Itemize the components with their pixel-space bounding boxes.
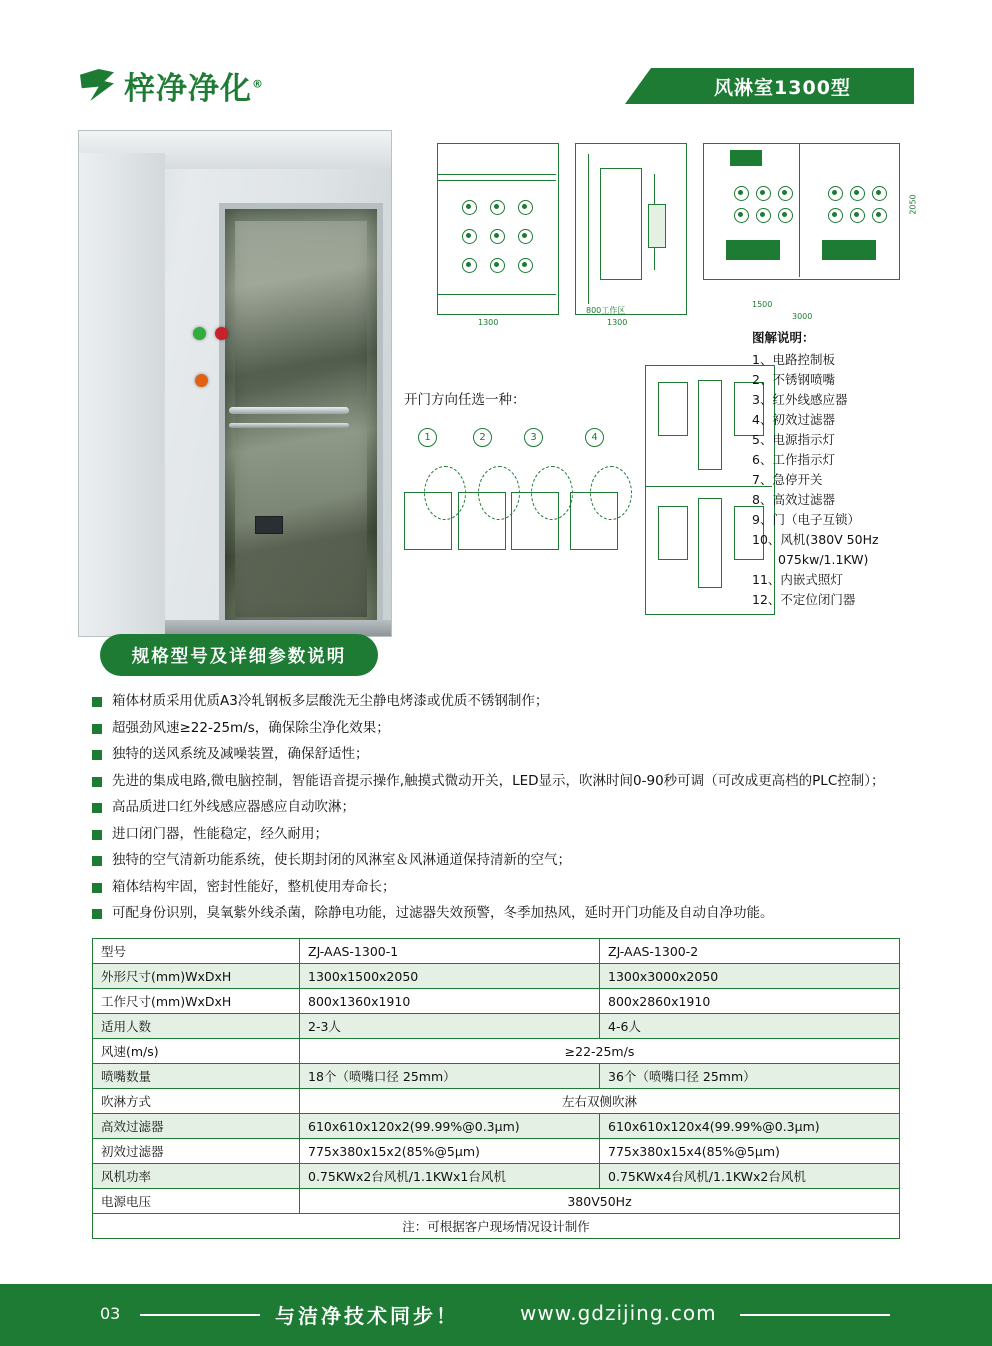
- feature-item: [92, 745, 922, 765]
- feature-text: 高品质进口红外线感应器感应自动吹淋；: [112, 799, 355, 815]
- logo-mark-icon: [78, 65, 118, 105]
- row-label: 初效过滤器: [93, 1139, 300, 1164]
- section-title-pill: [100, 634, 378, 676]
- bullet-square-icon: [92, 856, 102, 866]
- row-col2: 775x380x15x4(85%@5μm): [600, 1139, 900, 1164]
- stainless-door: [219, 203, 383, 635]
- page-number: 03: [100, 1304, 121, 1323]
- bullet-square-icon: [92, 830, 102, 840]
- product-title-label: 风淋室1300型: [714, 76, 851, 99]
- table-row: [93, 1039, 900, 1064]
- cabinet-left-panel: [79, 153, 165, 636]
- drawing-front-view: [437, 143, 559, 315]
- row-col2: ZJ-AAS-1300-2: [600, 939, 900, 964]
- row-label: 外形尺寸(mm)WxDxH: [93, 964, 300, 989]
- page-footer: [0, 1284, 992, 1346]
- row-col2: 800x2860x1910: [600, 989, 900, 1014]
- row-label: 适用人数: [93, 1014, 300, 1039]
- door-direction-label: 开门方向任选一种：: [404, 392, 526, 408]
- legend-item-1: 1、电路控制板: [752, 352, 835, 367]
- feature-item: [92, 851, 922, 871]
- door-option-1-number: 1: [418, 428, 437, 447]
- table-row: [93, 939, 900, 964]
- table-note: 注：可根据客户现场情况设计制作: [93, 1214, 900, 1239]
- feature-item: [92, 772, 922, 792]
- legend-item-4: 4、初效过滤器: [752, 412, 835, 427]
- row-label: 工作尺寸(mm)WxDxH: [93, 989, 300, 1014]
- specification-table: [92, 938, 900, 1239]
- table-row: [93, 1139, 900, 1164]
- emergency-stop-button: [195, 374, 208, 387]
- product-photo: [78, 130, 392, 637]
- row-merged: ≥22-25m/s: [300, 1039, 900, 1064]
- work-indicator-lamp: [215, 327, 228, 340]
- row-col1: 0.75KWx2台风机/1.1KWx1台风机: [300, 1164, 600, 1189]
- row-merged: 左右双侧吹淋: [300, 1089, 900, 1114]
- logo-text: [124, 63, 264, 108]
- row-label: 风机功率: [93, 1164, 300, 1189]
- feature-text: 可配身份识别，臭氧紫外线杀菌，除静电功能，过滤器失效预警，冬季加热风，延时开门功能及自动自净功能。: [112, 905, 774, 921]
- feature-item: [92, 825, 922, 845]
- table-row: [93, 1164, 900, 1189]
- row-col2: 610x610x120x4(99.99%@0.3μm): [600, 1114, 900, 1139]
- row-label: 喷嘴数量: [93, 1064, 300, 1089]
- row-col2: 0.75KWx4台风机/1.1KWx2台风机: [600, 1164, 900, 1189]
- table-row: [93, 989, 900, 1014]
- legend-item-7: 7、急停开关: [752, 472, 823, 487]
- legend-item-6: 6、工作指示灯: [752, 452, 835, 467]
- dim-width-3000: 3000: [792, 312, 813, 321]
- bullet-square-icon: [92, 803, 102, 813]
- table-row: [93, 1189, 900, 1214]
- row-col2: 4-6人: [600, 1014, 900, 1039]
- dim-width-1300: 1300: [478, 318, 499, 327]
- row-col1: 2-3人: [300, 1014, 600, 1039]
- table-row: [93, 1114, 900, 1139]
- bullet-square-icon: [92, 909, 102, 919]
- feature-item: [92, 904, 922, 924]
- table-note-row: [93, 1214, 900, 1239]
- row-col2: 36个（喷嘴口径 25mm）: [600, 1064, 900, 1089]
- legend-item-12: 12、不定位闭门器: [752, 592, 856, 607]
- row-label: 吹淋方式: [93, 1089, 300, 1114]
- feature-item: [92, 692, 922, 712]
- footer-slogan: 与洁净技术同步！: [275, 1304, 459, 1328]
- row-col1: 800x1360x1910: [300, 989, 600, 1014]
- feature-text: 进口闭门器，性能稳定，经久耐用；: [112, 825, 328, 842]
- feature-item: [92, 798, 922, 818]
- legend-item-11: 11、内嵌式照灯: [752, 572, 843, 587]
- row-label: 电源电压: [93, 1189, 300, 1214]
- door-handle-lower: [229, 423, 349, 428]
- legend-item-8: 8、高效过滤器: [752, 492, 835, 507]
- row-col1: 18个（喷嘴口径 25mm）: [300, 1064, 600, 1089]
- row-col1: 1300x1500x2050: [300, 964, 600, 989]
- bullet-square-icon: [92, 697, 102, 707]
- product-title-badge: [651, 68, 914, 104]
- power-indicator-lamp: [193, 327, 206, 340]
- legend-item-9: 9、门（电子互锁）: [752, 512, 860, 527]
- legend-item-2: 2、不锈钢喷嘴: [752, 372, 835, 387]
- table-row: [93, 1064, 900, 1089]
- feature-item: [92, 878, 922, 898]
- door-option-2-number: 2: [473, 428, 492, 447]
- legend-item-5: 5、电源指示灯: [752, 432, 835, 447]
- dim-width-1500: 1500: [752, 300, 773, 309]
- section-title-label: 规格型号及详细参数说明: [131, 646, 347, 667]
- legend-item-3: 3、红外线感应器: [752, 392, 848, 407]
- feature-text: 先进的集成电路,微电脑控制，智能语音提示操作,触摸式微动开关，LED显示，吹淋时间0-90秒可调（可改成更高档的PLC控制）；: [112, 772, 885, 789]
- row-label: 高效过滤器: [93, 1114, 300, 1139]
- dim-work-800: 800工作区: [586, 306, 626, 315]
- footer-website[interactable]: www.gdzijing.com: [520, 1301, 717, 1325]
- row-col1: 775x380x15x2(85%@5μm): [300, 1139, 600, 1164]
- door-handle: [229, 407, 349, 414]
- drawing-side-view: [575, 143, 687, 315]
- control-panel-box: [255, 516, 283, 534]
- row-label: 型号: [93, 939, 300, 964]
- feature-list: [92, 692, 922, 931]
- table-row: [93, 1014, 900, 1039]
- feature-text: 箱体结构牢固，密封性能好，整机使用寿命长；: [112, 878, 396, 895]
- feature-text: 超强劲风速≥22-25m/s，确保除尘净化效果；: [112, 719, 390, 736]
- row-col1: ZJ-AAS-1300-1: [300, 939, 600, 964]
- feature-item: [92, 719, 922, 739]
- company-logo: [78, 62, 328, 108]
- door-option-3-number: 3: [524, 428, 543, 447]
- logo-text-label: 梓净净化: [124, 70, 252, 107]
- table-row: [93, 1089, 900, 1114]
- row-col1: 610x610x120x2(99.99%@0.3μm): [300, 1114, 600, 1139]
- bullet-square-icon: [92, 777, 102, 787]
- bullet-square-icon: [92, 724, 102, 734]
- door-option-4-number: 4: [585, 428, 604, 447]
- dim-width-1300-side: 1300: [607, 318, 628, 327]
- row-label: 风速(m/s): [93, 1039, 300, 1064]
- feature-text: 箱体材质采用优质A3冷轧钢板多层酸洗无尘静电烤漆或优质不锈钢制作；: [112, 693, 549, 709]
- dim-height-2050: 2050: [908, 194, 918, 215]
- legend-item-10: 10、风机(380V 50Hz: [752, 532, 879, 547]
- feature-text: 独特的送风系统及减噪装置，确保舒适性；: [112, 746, 369, 762]
- row-col2: 1300x3000x2050: [600, 964, 900, 989]
- row-merged: 380V50Hz: [300, 1189, 900, 1214]
- bullet-square-icon: [92, 750, 102, 760]
- legend-heading: 图解说明：: [752, 330, 815, 345]
- feature-text: 独特的空气清新功能系统，使长期封闭的风淋室＆风淋通道保持清新的空气；: [112, 852, 571, 868]
- registered-trademark-icon: ®: [252, 77, 264, 91]
- table-row: [93, 964, 900, 989]
- bullet-square-icon: [92, 883, 102, 893]
- legend-list: [752, 328, 942, 610]
- drawing-double-chamber: [703, 143, 900, 280]
- legend-item-10-cont: 075kw/1.1KW): [778, 552, 869, 567]
